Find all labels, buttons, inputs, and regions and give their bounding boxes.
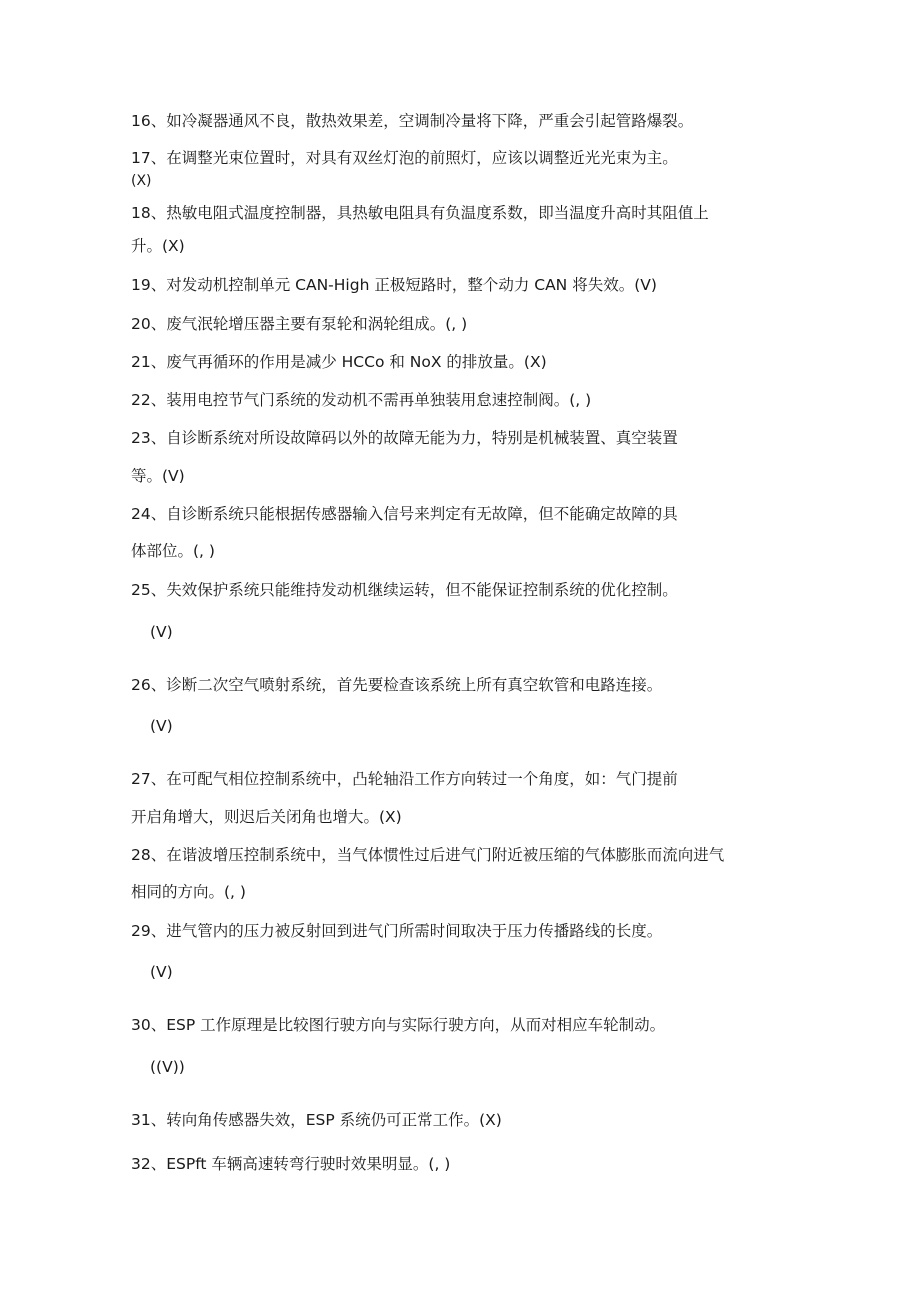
item-23-text-cont: 等。(V) [131, 467, 185, 485]
item-17-answer: (X) [131, 173, 152, 189]
item-30-text: 30、ESP 工作原理是比较图行驶方向与实际行驶方向，从而对相应车轮制动。 [131, 1016, 666, 1034]
item-28-text: 28、在谐波增压控制系统中，当气体惯性过后进气门附近被压缩的气体膨胀而流向进气 [131, 846, 725, 864]
item-26-text: 26、诊断二次空气喷射系统，首先要检查该系统上所有真空软管和电路连接。 [131, 676, 663, 694]
item-27-text-cont: 开启角增大，则迟后关闭角也增大。(X) [131, 808, 402, 826]
item-32-text: 32、ESPft 车辆高速转弯行驶时效果明显。(, ) [131, 1155, 451, 1173]
item-24-text-cont: 体部位。(, ) [131, 542, 215, 560]
item-19-text: 19、对发动机控制单元 CAN-High 正极短路时，整个动力 CAN 将失效。(V) [131, 276, 657, 294]
item-18-text: 18、热敏电阻式温度控制器，具热敏电阻具有负温度系数，即当温度升高时其阻值上 [131, 204, 709, 222]
item-28-text-cont: 相同的方向。(, ) [131, 883, 246, 901]
item-23-text: 23、自诊断系统对所设故障码以外的故障无能为力，特别是机械装置、真空装置 [131, 429, 678, 447]
item-29-text: 29、进气管内的压力被反射回到进气门所需时间取决于压力传播路线的长度。 [131, 922, 663, 940]
item-24-text: 24、自诊断系统只能根据传感器输入信号来判定有无故障，但不能确定故障的具 [131, 505, 678, 523]
item-20-text: 20、废气泯轮增压器主要有泵轮和涡轮组成。(, ) [131, 315, 468, 333]
item-30-answer: ((V)) [150, 1058, 185, 1076]
item-29-answer: (V) [150, 963, 173, 981]
item-16-text: 16、如冷凝器通风不良，散热效果差，空调制冷量将下降，严重会引起管路爆裂。 [131, 112, 694, 130]
item-27-text: 27、在可配气相位控制系统中，凸轮轴沿工作方向转过一个角度，如：气门提前 [131, 770, 678, 788]
item-18-text-cont: 升。(X) [131, 237, 185, 255]
item-17-text: 17、在调整光束位置时，对具有双丝灯泡的前照灯，应该以调整近光光束为主。 [131, 149, 678, 167]
item-26-answer: (V) [150, 717, 173, 735]
item-21-text: 21、废气再循环的作用是减少 HCCo 和 NoX 的排放量。(X) [131, 353, 547, 371]
item-25-text: 25、失效保护系统只能维持发动机继续运转，但不能保证控制系统的优化控制。 [131, 581, 678, 599]
item-25-answer: (V) [150, 623, 173, 641]
item-31-text: 31、转向角传感器失效，ESP 系统仍可正常工作。(X) [131, 1111, 502, 1129]
item-22-text: 22、装用电控节气门系统的发动机不需再单独装用怠速控制阀。(, ) [131, 391, 592, 409]
